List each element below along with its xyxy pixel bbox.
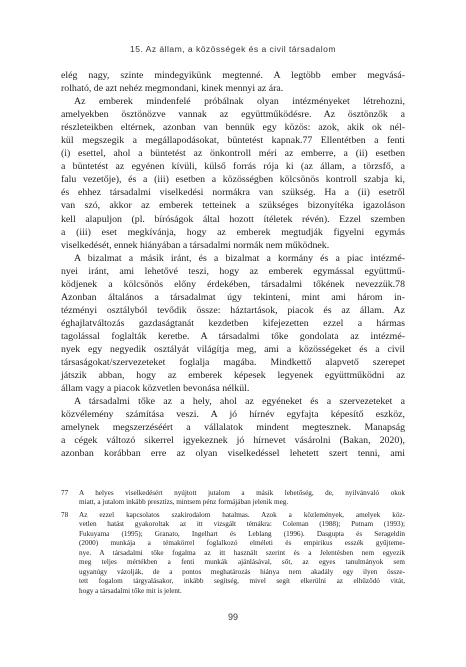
text-line: nyei iránt, ami lehetővé teszi, hogy az emberek egymással együttmű-: [61, 265, 405, 277]
text-line: viselkedését, ennek hiányában a társadalmi normák nem működnek.: [61, 239, 330, 251]
text-line: ködjenek a kölcsönös előny érdekében, társadalmi tőkének nevezzük.78: [61, 278, 405, 290]
text-line: éghajlatváltozás gazdaságtanát kezdetben kifejezetten ezzel a hármas: [61, 317, 405, 329]
text-line: a (iii) eset megkívánja, hogy az emberek megtudják figyelni egymás: [61, 226, 405, 238]
text-line: tagolással foglalták keretbe. A társadalmi tőke gondolata az intézmé-: [61, 330, 405, 342]
text-line: kül megszegik a megállapodásokat, büntetést kapnak.77 Ellentétben a fenti: [61, 135, 405, 147]
text-line: részleteikben eltérnek, azonban van bennük egy közös: azok, akik ok nél-: [61, 122, 405, 134]
page-number: 99: [227, 612, 238, 622]
footnote-text: [79, 511, 405, 596]
footnote-line: vetlen hatást gyakoroltak az itt vizsgált témákra: Coleman (1988); Putnam (1993);: [79, 520, 405, 529]
text-line: a cégek változó sikerrel igyekeznek jó hírnevet vásárolni (Bakan, 2020),: [61, 435, 405, 447]
text-line: társaságokat/szervezeteket foglalja magába. Mindkettő alapvető szerepet: [61, 357, 405, 369]
footnote-78: [61, 511, 405, 596]
paragraph: [61, 395, 405, 460]
text-line: nyek egy negyedik osztályát világítja meg, ami a közösségeket és a civil: [61, 343, 405, 355]
body-text: [61, 69, 405, 460]
text-line: A bizalmat a másik iránt, és a bizalmat a kormány és a piac intézmé-: [74, 252, 405, 264]
text-line: tézményi osztályból tevődik össze: háztartások, piacok és az állam. Az: [61, 304, 405, 316]
footnote-line: nye. A társadalmi tőke fogalma az itt használt szerint és a Jelentésben nem egyezik: [79, 548, 405, 557]
text-line: a büntetést az egyénen kívüli, külső forrás rója ki (az állam, a törzsfő, a: [61, 161, 405, 173]
text-line: közvélemény számítása veszi. A jó hírnév egyfajta képesítő eszköz,: [61, 409, 405, 421]
text-line: azonban korábban erre az olyan viselkedéssel lehetett szert tenni, ami: [61, 448, 405, 460]
text-line: rolható, de azt nehéz megmondani, kinek mennyi az ára.: [61, 83, 284, 95]
footnote-line: Fukuyama (1995); Granato, Ingelhart és Leblang (1996). Dasgupta és Serageldin: [79, 529, 405, 538]
paragraph: [61, 252, 405, 396]
text-line: játszik abban, hogy az emberek képesek legyenek együttműködni az: [61, 370, 405, 382]
footnote-line: hogy a társadalmi tőke mit is jelent.: [79, 586, 182, 595]
text-line: Az emberek mindenfelé próbálnak olyan intézményeket létrehozni,: [74, 96, 405, 108]
paragraph: [61, 95, 405, 252]
text-line: állam vagy a piacok közvetlen bevonása nélkül.: [61, 383, 250, 395]
text-line: és ehhez társadalmi viselkedési normákra van szükség. Ha a (ii) esetről: [61, 187, 405, 199]
text-line: (i) esettel, ahol a büntetést az önkontroll méri az emberre, a (ii) esetben: [61, 148, 405, 160]
footnote-77: [61, 489, 405, 508]
footnote-line: ugyanúgy vázolják, de a pontos meghatározás hiánya nem akadály egy ilyen össze-: [79, 567, 405, 576]
footnote-number: 78: [61, 510, 69, 519]
footnote-line: tett fogalom tárgyalásakor, inkább segítség, mivel segít elkerülni az elhűződó vitát,: [79, 577, 405, 586]
text-line: van szó, akkor az emberek tetteinek a szükséges bizonyítéka igazoláson: [61, 200, 405, 212]
footnote-line: meg teljes mértékben a fenti munkák ajánlásával, sőt, az egyes tanulmányok sem: [79, 558, 405, 567]
text-line: elég nagy, szinte mindegyikünk megtenné. A legtöbb ember megvásá-: [61, 70, 405, 81]
text-line: amelynek megszerzéséért a vállalatok mindent megtesznek. Manapság: [61, 422, 405, 434]
footnote-line: Az ezzel kapcsolatos szakirodalom hatalmas. Azok a közlemények, amelyek köz-: [79, 510, 405, 519]
paragraph: [61, 69, 405, 95]
footnote-text: [79, 489, 405, 508]
footnotes: [61, 489, 405, 596]
footnote-line: miatt, a jutalom inkább presztízs, mintsem pénz formájában jelenik meg.: [79, 498, 289, 507]
footnote-number: 77: [61, 489, 69, 497]
running-head: 15. Az állam, a közösségek és a civil társadalom: [130, 44, 336, 54]
text-line: A társadalmi tőke az a hely, ahol az egyéneket és a szervezeteket a: [74, 396, 405, 408]
footnote-line: A helyes viselkedésért nyújtott jutalom a másik lehetőség, de, nyilvánvaló okok: [79, 489, 405, 497]
text-line: falu vezetője), és a (iii) esetben a közösségben kölcsönös kontroll szabja ki,: [61, 174, 405, 186]
footnote-line: (2000) munkája a témakörrel foglalkozó elméleti és empirikus esszék gyűjteme-: [79, 539, 405, 548]
text-line: kell alapuljon (pl. bíróságok által hozott ítéletek révén). Ezzel szemben: [61, 213, 405, 225]
text-line: Azonban általános a társadalmat úgy tekinteni, mint ami három in-: [61, 291, 405, 303]
text-line: amelyekben ösztönözve vannak az együttműködésre. Az ösztönzők a: [61, 109, 405, 121]
